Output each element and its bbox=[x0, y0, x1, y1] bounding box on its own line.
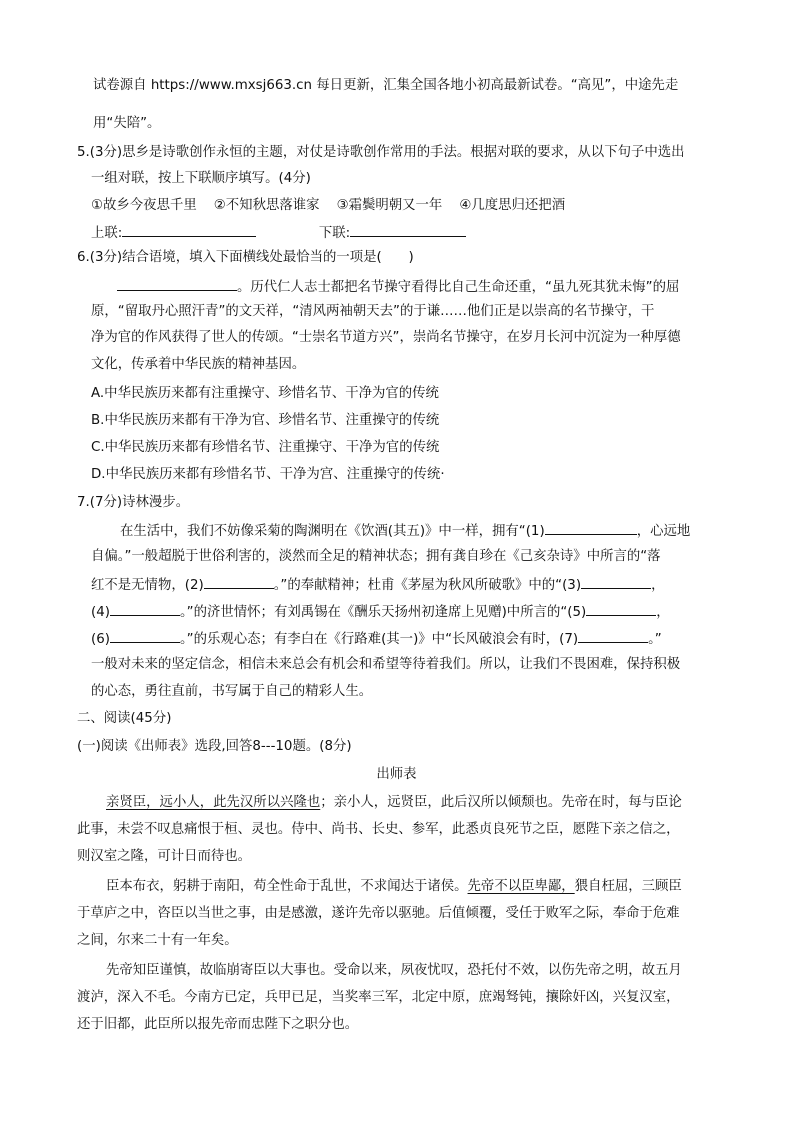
q7-text-5a: (6) bbox=[91, 632, 110, 647]
q7-line-5 bbox=[91, 628, 662, 650]
passage-para-1-line-1 bbox=[106, 793, 682, 813]
passage-para-3-line-3: 还于旧都，此臣所以报先帝而忠陛下之职分也。 bbox=[77, 1017, 359, 1032]
q7-line-1 bbox=[120, 520, 690, 542]
q7-line-4 bbox=[91, 601, 670, 623]
q7-text-5b: 。”的乐观心态；有李白在《行路难(其一)》中“长风破浪会有时，(7) bbox=[179, 632, 579, 647]
q5-option-2: ②不知秋思落谁家 bbox=[213, 198, 320, 213]
q7-text-3c: ， bbox=[651, 578, 665, 593]
q6-choice-b[interactable]: B.中华民族历来都有干净为官、珍惜名节、注重操守的传统 bbox=[91, 413, 440, 428]
q7-text-4c: ， bbox=[656, 605, 670, 620]
passage-para-2-line-3: 之间，尔来二十有一年矣。 bbox=[77, 933, 238, 948]
para-2-text-a: 臣本布衣，躬耕于南阳，苟全性命于乱世，不求闻达于诸侯。 bbox=[106, 879, 468, 894]
q6-passage-line-2: 原，“留取丹心照汗青”的文天祥，“清风两袖朝天去”的于谦……他们正是以崇高的名节操守，干 bbox=[91, 304, 655, 319]
para-2-text-b: 猥自枉屈，三顾臣 bbox=[574, 879, 682, 894]
q7-line-6: 一般对未来的坚定信念，相信未来总会有机会和希望等待着我们。所以，让我们不畏困难，保持积极 bbox=[91, 657, 681, 672]
passage-para-2-line-2: 于草庐之中，咨臣以当世之事，由是感激，遂许先帝以驱驰。后值倾覆，受任于败军之际，奉命于危难 bbox=[77, 906, 680, 921]
q6-passage-line-1 bbox=[117, 276, 679, 298]
para-1-text: ；亲小人，远贤臣，此后汉所以倾颓也。先帝在时，每与臣论 bbox=[320, 795, 682, 810]
q7-text-4b: 。”的济世情怀；有刘禹锡在《酬乐天扬州初逢席上见赠)中所言的“(5) bbox=[179, 605, 587, 620]
q7-stem: 7.(7分)诗林漫步。 bbox=[77, 495, 190, 510]
q6-choice-d[interactable]: D.中华民族历来都有珍惜名节、干净为宫、注重操守的传统· bbox=[91, 467, 445, 482]
q7-text-1b: ，心远地 bbox=[636, 524, 691, 539]
q6-choice-c[interactable]: C.中华民族历来都有珍惜名节、注重操守、干净为官的传统 bbox=[91, 440, 440, 455]
q7-blank-7[interactable] bbox=[578, 628, 648, 643]
q5-option-1: ①故乡今夜思千里 bbox=[91, 198, 197, 213]
q6-choice-a[interactable]: A.中华民族历来都有注重操守、珍惜名节、干净为官的传统 bbox=[91, 386, 439, 401]
q6-passage-text-1: 。历代仁人志士都把名节操守看得比自己生命还重，“虽九死其犹未悔”的屈 bbox=[237, 280, 680, 295]
passage-para-1-line-2: 此事，未尝不叹息痛恨于桓、灵也。侍中、尚书、长史、参军，此悉贞良死节之臣，愿陛下亲之信之， bbox=[77, 822, 680, 837]
q6-stem: 6.(3分)结合语境，填入下面横线处最恰当的一项是( ) bbox=[77, 250, 414, 265]
q5-option-4: ④几度思归还把酒 bbox=[459, 198, 566, 213]
q7-blank-4[interactable] bbox=[110, 601, 180, 616]
q5-option-3: ③霜鬓明朝又一年 bbox=[336, 198, 443, 213]
header-line-1: 试卷源自 https://www.mxsj663.cn 每日更新，汇集全国各地小初高最新试卷。“高见”，中途先走 bbox=[93, 78, 679, 93]
header-line-2: 用“失陪”。 bbox=[93, 116, 161, 131]
q7-blank-2[interactable] bbox=[204, 574, 274, 589]
q6-passage-line-3: 净为官的作风获得了世人的传颂。“士崇名节道方兴”，崇尚名节操守，在岁月长河中沉淀为一种厚德 bbox=[91, 330, 681, 345]
underlined-sentence-2: 先帝不以臣卑鄙， bbox=[467, 879, 575, 894]
section-2-subheading: (一)阅读《出师表》选段,回答8---10题。(8分) bbox=[77, 739, 352, 754]
passage-title: 出师表 bbox=[376, 767, 417, 782]
q7-blank-1[interactable] bbox=[545, 520, 637, 535]
q7-line-2: 自偏。”一般超脱于世俗利害的，淡然而全足的精神状态；拥有龚自珍在《己亥杂诗》中所言的“落 bbox=[91, 549, 661, 564]
q7-line-7: 的心态，勇往直前，书写属于自己的精彩人生。 bbox=[91, 684, 373, 699]
q7-text-3a: 红不是无情物，(2) bbox=[91, 578, 204, 593]
q7-line-3 bbox=[91, 574, 664, 596]
q6-blank[interactable] bbox=[117, 276, 237, 291]
q5-upper-label: 上联: bbox=[91, 226, 123, 241]
section-2-heading: 二、阅读(45分) bbox=[77, 711, 172, 726]
passage-para-2-line-1 bbox=[106, 877, 682, 897]
q7-blank-6[interactable] bbox=[110, 628, 180, 643]
q5-options bbox=[91, 196, 565, 216]
q5-lower-label: 下联: bbox=[318, 226, 351, 241]
passage-para-3-line-2: 渡泸，深入不毛。今南方已定，兵甲已足，当奖率三军，北定中原，庶竭驽钝，攘除奸凶，兴复汉室， bbox=[77, 990, 680, 1005]
underlined-sentence-1: 亲贤臣，远小人，此先汉所以兴隆也 bbox=[106, 795, 321, 810]
q5-answer-row bbox=[91, 222, 466, 244]
q5-stem-line-1: 5.(3分)思乡是诗歌创作永恒的主题，对仗是诗歌创作常用的手法。根据对联的要求，从以下句子中选出 bbox=[77, 145, 685, 160]
q6-passage-line-4: 文化，传承着中华民族的精神基因。 bbox=[91, 357, 306, 372]
q7-blank-5[interactable] bbox=[586, 601, 656, 616]
q7-text-3b: 。”的奉献精神；杜甫《茅屋为秋风所破歌》中的“(3) bbox=[273, 578, 582, 593]
q7-text-5c: 。” bbox=[648, 632, 662, 647]
passage-para-3-line-1: 先帝知臣谨慎，故临崩寄臣以大事也。受命以来，夙夜忧叹，恐托付不效，以伤先帝之明，故五月 bbox=[106, 963, 682, 978]
q5-stem-line-2: 一组对联，按上下联顺序填写。(4分) bbox=[91, 171, 311, 186]
q5-lower-blank[interactable] bbox=[350, 222, 466, 237]
q7-blank-3[interactable] bbox=[581, 574, 651, 589]
q7-text-1a: 在生活中，我们不妨像采菊的陶渊明在《饮酒(其五)》中一样，拥有“(1) bbox=[120, 524, 545, 539]
passage-para-1-line-3: 则汉室之隆，可计日而待也。 bbox=[77, 849, 252, 864]
q5-upper-blank[interactable] bbox=[122, 222, 256, 237]
q7-text-4a: (4) bbox=[91, 605, 110, 620]
